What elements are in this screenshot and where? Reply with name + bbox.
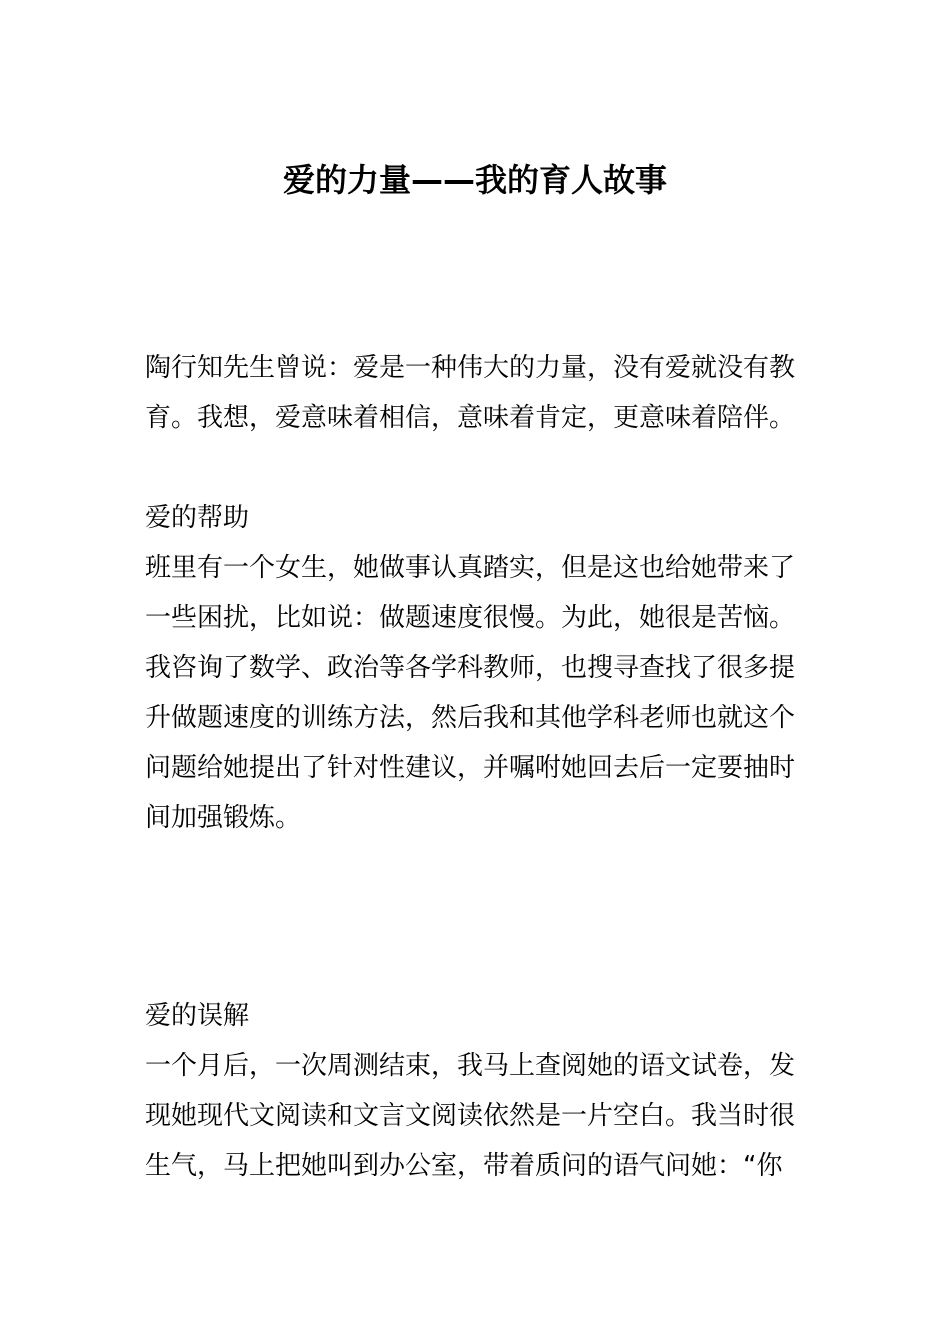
section1-line-6: 间加强锻炼。: [145, 803, 302, 833]
section1-line-5: 问题给她提出了针对性建议，并嘱咐她回去后一定要抽时: [145, 753, 796, 783]
section-heading-help: 爱的帮助: [145, 503, 250, 533]
section1-line-3: 我咨询了数学、政治等各学科教师，也搜寻查找了很多提: [145, 653, 796, 683]
section2-line-1: 一个月后，一次周测结束，我马上查阅她的语文试卷，发: [145, 1051, 796, 1081]
section-heading-misunderstanding: 爱的误解: [145, 1001, 250, 1031]
section2-line-2: 现她现代文阅读和文言文阅读依然是一片空白。我当时很: [145, 1101, 796, 1131]
document-title: 爱的力量——我的育人故事: [282, 161, 667, 199]
section2-line-3: 生气，马上把她叫到办公室，带着质问的语气问她：“你: [145, 1151, 783, 1181]
intro-line-2: 育。我想，爱意味着相信，意味着肯定，更意味着陪伴。: [145, 403, 796, 433]
section1-line-2: 一些困扰，比如说：做题速度很慢。为此，她很是苦恼。: [145, 603, 796, 633]
intro-line-1: 陶行知先生曾说：爱是一种伟大的力量，没有爱就没有教: [145, 353, 796, 383]
section1-line-1: 班里有一个女生，她做事认真踏实，但是这也给她带来了: [145, 553, 796, 583]
section1-line-4: 升做题速度的训练方法，然后我和其他学科老师也就这个: [145, 703, 796, 733]
